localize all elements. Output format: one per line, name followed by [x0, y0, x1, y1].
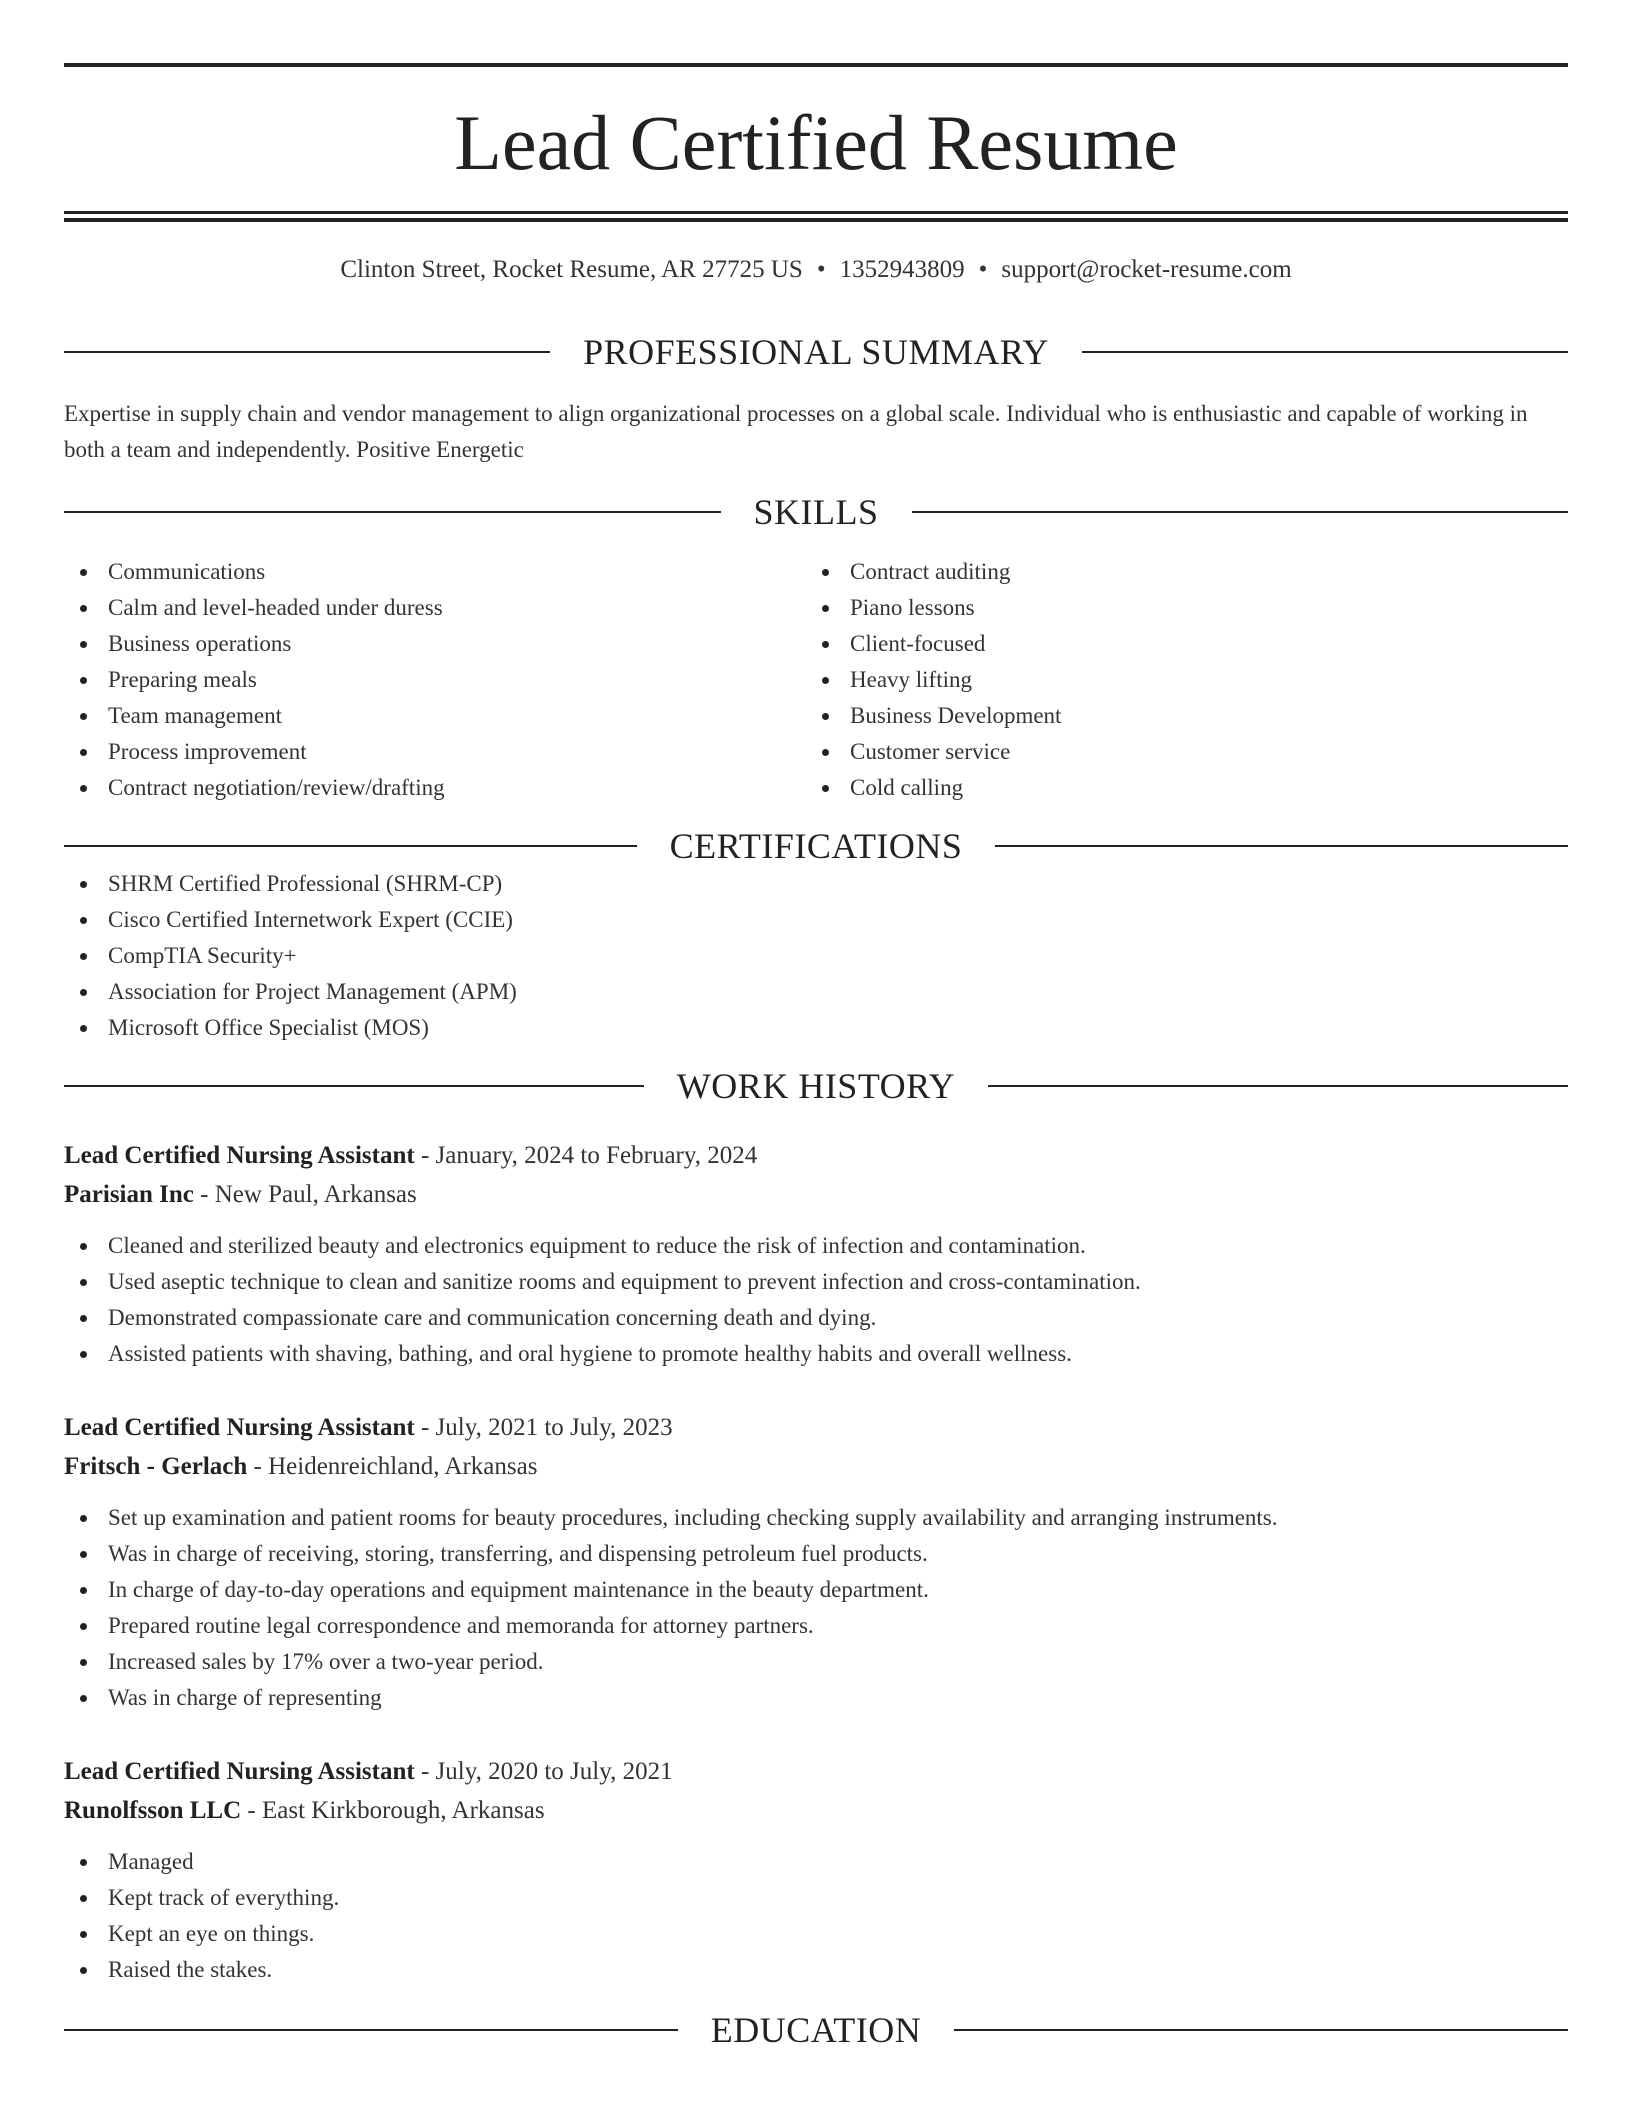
contact-separator: • [816, 256, 826, 283]
certifications-list [64, 866, 1568, 1046]
skill-item: Contract auditing [806, 554, 1548, 590]
contact-email: support@rocket-resume.com [1001, 256, 1292, 283]
divider-line [64, 351, 550, 353]
section-title-skills: SKILLS [753, 492, 879, 532]
skill-item: Communications [64, 554, 806, 590]
job-entry [64, 1752, 1568, 1988]
section-header-work-history [64, 1066, 1568, 1106]
contact-phone: 1352943809 [839, 256, 965, 283]
divider-line [912, 511, 1569, 513]
certification-item: Cisco Certified Internetwork Expert (CCIE) [64, 902, 1568, 938]
divider-line [64, 2029, 678, 2031]
job-company: Runolfsson LLC [64, 1797, 242, 1824]
job-entry [64, 1136, 1568, 1372]
job-duty: Cleaned and sterilized beauty and electronics equipment to reduce the risk of infection and contamination. [64, 1228, 1568, 1264]
job-title-line [64, 1408, 1568, 1447]
divider-line [1082, 351, 1568, 353]
job-title: Lead Certified Nursing Assistant [64, 1414, 415, 1441]
job-duty: Managed [64, 1844, 1568, 1880]
skill-item: Contract negotiation/review/drafting [64, 770, 806, 806]
divider-line [64, 1085, 644, 1087]
skill-item: Business Development [806, 698, 1548, 734]
skills-list-right [806, 554, 1548, 806]
section-header-skills [64, 492, 1568, 532]
job-duty: Increased sales by 17% over a two-year period. [64, 1644, 1568, 1680]
skill-item: Cold calling [806, 770, 1548, 806]
job-dates: - July, 2021 to July, 2023 [414, 1414, 673, 1441]
job-duties-list [64, 1844, 1568, 1988]
job-company: Fritsch - Gerlach [64, 1453, 248, 1480]
job-duty: Raised the stakes. [64, 1952, 1568, 1988]
section-header-summary [64, 332, 1568, 372]
job-duty: Demonstrated compassionate care and communication concerning death and dying. [64, 1300, 1568, 1336]
job-duty: Was in charge of receiving, storing, transferring, and dispensing petroleum fuel products. [64, 1536, 1568, 1572]
divider-line [995, 845, 1568, 847]
job-location: - Heidenreichland, Arkansas [247, 1453, 538, 1480]
job-duty: In charge of day-to-day operations and equipment maintenance in the beauty department. [64, 1572, 1568, 1608]
divider-line [954, 2029, 1568, 2031]
skill-item: Business operations [64, 626, 806, 662]
contact-line [64, 255, 1568, 285]
section-header-education [64, 2010, 1568, 2050]
certification-item: CompTIA Security+ [64, 938, 1568, 974]
job-company-line [64, 1175, 1568, 1214]
section-title-certifications: CERTIFICATIONS [669, 826, 963, 866]
job-duty: Used aseptic technique to clean and sanitize rooms and equipment to prevent infection and cross-contamination. [64, 1264, 1568, 1300]
summary-text: Expertise in supply chain and vendor management to align organizational processes on a global scale. Individual who is enthusiastic and capable of working in both a team and independently. Positive Energetic [64, 401, 1528, 462]
certification-item: Microsoft Office Specialist (MOS) [64, 1010, 1568, 1046]
section-title-education: EDUCATION [710, 2010, 922, 2050]
contact-separator: • [978, 256, 988, 283]
skill-item: Team management [64, 698, 806, 734]
resume-page [64, 0, 1568, 2050]
job-duty: Set up examination and patient rooms for beauty procedures, including checking supply availability and arranging instruments. [64, 1500, 1568, 1536]
job-entry [64, 1408, 1568, 1716]
job-dates: - July, 2020 to July, 2021 [414, 1758, 673, 1785]
job-dates: - January, 2024 to February, 2024 [414, 1142, 758, 1169]
section-header-certifications [64, 826, 1568, 866]
certification-item: Association for Project Management (APM) [64, 974, 1568, 1010]
skill-item: Preparing meals [64, 662, 806, 698]
skill-item: Heavy lifting [806, 662, 1548, 698]
job-company: Parisian Inc [64, 1181, 194, 1208]
job-duty: Kept track of everything. [64, 1880, 1568, 1916]
job-duty: Kept an eye on things. [64, 1916, 1568, 1952]
skills-list-left [64, 554, 806, 806]
job-title-line [64, 1752, 1568, 1791]
job-duty: Was in charge of representing [64, 1680, 1568, 1716]
divider-line [988, 1085, 1568, 1087]
job-duty: Prepared routine legal correspondence and memoranda for attorney partners. [64, 1608, 1568, 1644]
resume-title: Lead Certified Resume [454, 99, 1178, 186]
title-double-rule [64, 211, 1568, 222]
certification-item: SHRM Certified Professional (SHRM-CP) [64, 866, 1568, 902]
job-title: Lead Certified Nursing Assistant [64, 1142, 415, 1169]
section-title-work-history: WORK HISTORY [676, 1066, 956, 1106]
job-duties-list [64, 1228, 1568, 1372]
job-location: - New Paul, Arkansas [193, 1181, 417, 1208]
job-duties-list [64, 1500, 1568, 1716]
job-company-line [64, 1447, 1568, 1486]
job-duty: Assisted patients with shaving, bathing, and oral hygiene to promote healthy habits and overall wellness. [64, 1336, 1568, 1372]
top-rule [64, 63, 1568, 67]
skills-columns [64, 554, 1568, 806]
section-title-summary: PROFESSIONAL SUMMARY [583, 332, 1049, 372]
skill-item: Customer service [806, 734, 1548, 770]
job-location: - East Kirkborough, Arkansas [241, 1797, 545, 1824]
skill-item: Client-focused [806, 626, 1548, 662]
skill-item: Calm and level-headed under duress [64, 590, 806, 626]
job-title: Lead Certified Nursing Assistant [64, 1758, 415, 1785]
skill-item: Process improvement [64, 734, 806, 770]
skill-item: Piano lessons [806, 590, 1548, 626]
job-title-line [64, 1136, 1568, 1175]
contact-address: Clinton Street, Rocket Resume, AR 27725 US [340, 256, 803, 283]
divider-line [64, 511, 721, 513]
divider-line [64, 845, 637, 847]
job-company-line [64, 1791, 1568, 1830]
